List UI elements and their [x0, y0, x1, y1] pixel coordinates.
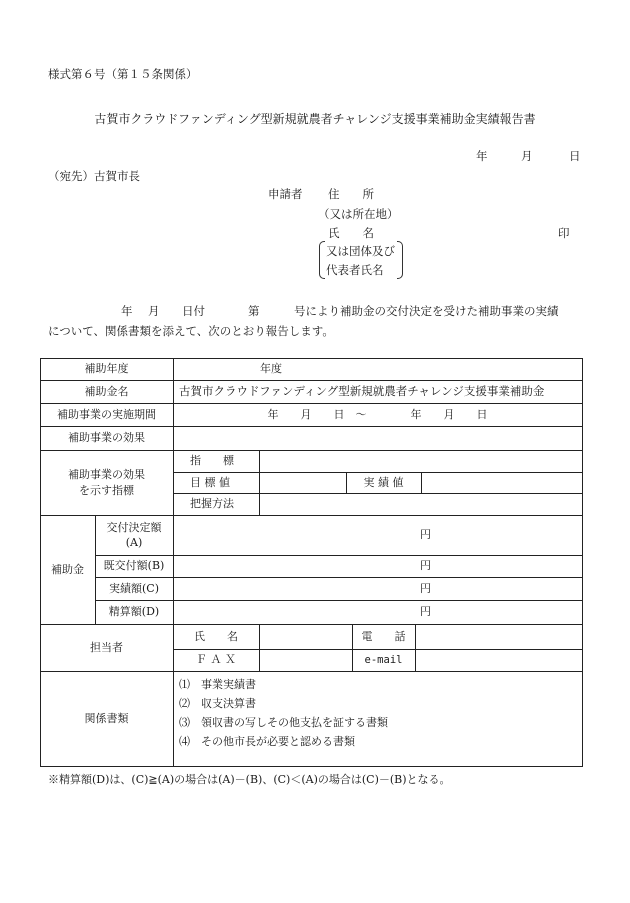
date-month: 月	[521, 149, 533, 163]
document-title: 古賀市クラウドファンディング型新規就農者チャレンジ支援事業補助金実績報告書	[94, 112, 536, 126]
address-note: （又は所在地）	[318, 207, 399, 221]
docs-item: ⑷ その他市長が必要と認める書類	[179, 735, 355, 748]
subsidy-year-value[interactable]: 年度	[260, 362, 282, 376]
name-note-line2: 代表者氏名	[326, 263, 384, 277]
email-input[interactable]	[416, 649, 582, 671]
email-label: e-mail	[364, 653, 403, 666]
effect-input[interactable]	[174, 426, 582, 450]
docs-item: ⑶ 領収書の写しその他支払を証する書類	[179, 716, 388, 729]
target-value-input[interactable]	[260, 472, 346, 493]
subsidy-year-label: 補助年度	[84, 362, 129, 376]
footnote: ※精算額(D)は、(C)≧(A)の場合は(A)－(B)、(C)＜(A)の場合は(C)－(B)となる。	[48, 773, 451, 786]
period-label: 補助事業の実施期間	[57, 407, 156, 421]
docs-item: ⑵ 収支決算書	[179, 697, 256, 710]
decided-amount-line1: 交付決定額	[106, 520, 162, 534]
name-label: 氏 名	[328, 226, 374, 240]
body-number-prefix: 第	[248, 304, 260, 318]
addressee: （宛先）古賀市長	[48, 169, 140, 183]
body-line2: について、関係書類を添えて、次のとおり報告します。	[48, 324, 334, 338]
subsidy-name-label: 補助金名	[84, 384, 129, 398]
indicator-input[interactable]	[260, 450, 582, 472]
paid-amount-yen[interactable]: 円	[420, 559, 431, 573]
actual-value-input[interactable]	[422, 472, 582, 493]
docs-item: ⑴ 事業実績書	[179, 678, 256, 691]
fax-label: Ｆ Ａ Ｘ	[196, 653, 236, 667]
person-label: 担当者	[90, 640, 123, 654]
indicator-label-line2: を示す指標	[79, 483, 134, 497]
applicant-label: 申請者	[268, 187, 303, 201]
body-day: 日付	[182, 304, 205, 318]
subsidy-name-value: 古賀市クラウドファンディング型新規就農者チャレンジ支援事業補助金	[179, 384, 545, 399]
target-value-label: 目 標 値	[190, 475, 230, 489]
phone-label: 電 話	[361, 629, 406, 643]
indicator-label-line1: 補助事業の効果	[68, 468, 145, 482]
indicator-label: 指 標	[190, 454, 234, 468]
paid-amount-label: 既交付額(B)	[103, 559, 165, 573]
date-day: 日	[569, 149, 581, 163]
settled-amount-yen[interactable]: 円	[420, 605, 431, 619]
body-month: 月	[148, 304, 160, 318]
method-label: 把握方法	[190, 497, 234, 511]
method-input[interactable]	[260, 493, 582, 515]
docs-list	[179, 675, 579, 755]
docs-label: 関係書類	[84, 711, 129, 725]
period-value[interactable]: 年 月 日 ～ 年 月 日	[267, 407, 488, 421]
actual-amount-yen[interactable]: 円	[420, 581, 431, 595]
address-label: 住 所	[328, 187, 374, 201]
subsidy-group-label: 補助金	[51, 562, 84, 576]
decided-amount-line2: (A)	[125, 536, 143, 549]
decided-amount-yen[interactable]: 円	[420, 528, 431, 542]
actual-value-label: 実 績 値	[363, 475, 404, 489]
body-line1-rest: 号により補助金の交付決定を受けた補助事業の実績	[294, 304, 559, 318]
settled-amount-label: 精算額(D)	[108, 605, 160, 619]
person-name-input[interactable]	[260, 624, 352, 649]
seal-mark: 印	[558, 226, 570, 240]
person-name-label: 氏 名	[194, 629, 238, 643]
name-note-line1: 又は団体及び	[326, 244, 395, 258]
fax-input[interactable]	[260, 649, 352, 671]
body-year: 年	[121, 304, 133, 318]
phone-input[interactable]	[416, 624, 582, 649]
form-id: 様式第６号（第１５条関係）	[48, 67, 198, 81]
effect-label: 補助事業の効果	[68, 431, 145, 445]
date-year: 年	[476, 149, 488, 163]
report-table	[40, 358, 583, 767]
indicator-group-label	[40, 450, 173, 515]
decided-amount-label	[95, 515, 173, 555]
actual-amount-label: 実績額(C)	[109, 581, 159, 595]
